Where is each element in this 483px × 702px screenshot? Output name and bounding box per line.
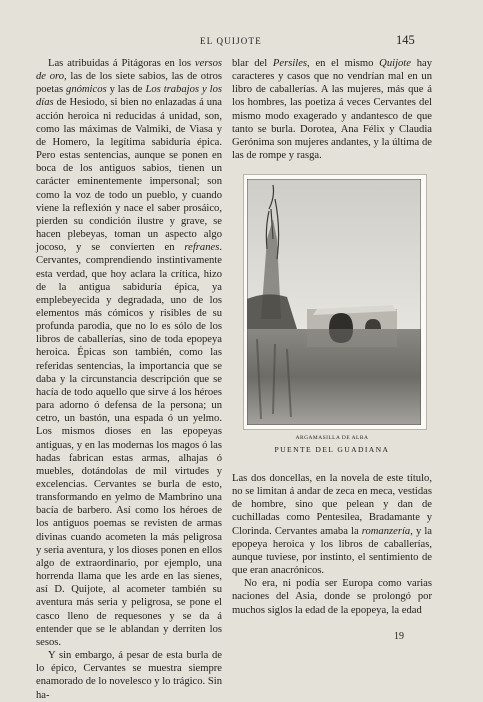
left-column	[36, 57, 222, 702]
paragraph: Y sin embargo, á pesar de esta burla de lo épico, Cervantes se muestra siempre enamorado de lo novelesco y lo trágico. Sin ha-	[36, 650, 222, 701]
paragraph: Las atribuidas á Pitágoras en los versos de oro, las de los siete sabios, las de otros poetas gnómicos y las de Los trabajos y los días de Hesiodo, si bien no enlazadas á una acción heroica ni reducidas á unidad, son, como las máximas de Valmiki, de Viasa y de Homero, la legítima sabiduría épica. Pero estas sentencias, aunque se ponen en boca de los antiguos sabios, tienen un carácter eminentemente impersonal; son como la voz de todo un pueblo, y cuando viene la reflexión y nace el saber prosáico, pierden su condición ilustre y grave, se hacen plebeyas, toman un aspecto algo jocoso, y se convierten en refranes. Cervantes, comprendiendo instintivamente esta verdad, que hoy aclara la crítica, hizo de la antigua sabiduría épica, ya emplebeyecida y degradada, uno de los elementos más cómicos y risibles de su profunda parodia, que no lo es sólo de los libros de caballerías, sino de toda epopeya heroica. Épicas son también, como las referidas sentencias, la importancia que se daba y la circunstancia descripción que se hacía de todo aquello que sirve á los héroes para adorno ó defensa de la persona; un cetro, un bastón, una espada ó un yelmo. Los mismos dioses en las epopeyas antiguas, y en las modernas los magos ó las hadas fabrican estas armas, alhajas ó muebles, dotándolas de mil virtudes y excelencias. Cervantes se burla de esto, transformando en yelmo de Mambrino una bacía de barbero. Así como los héroes de los antiguos poemas se revisten de armas divinas cuando acometen la más peligrosa y seria aventura, y los dioses ponen en ellos algo de extraordinario, por ejemplo, una horrenda llama que les arde en las sienes, así D. Quijote, al acometer también su aventura más seria y peligrosa, se pone el casco lleno de requesones y se da á entender que se le ablandan y derriten los sesos.	[36, 58, 222, 648]
paragraph: No era, ni podía ser Europa como varias naciones del Asia, donde se prolongó por muchos siglos la edad de la epopeya, la edad	[232, 578, 432, 616]
figure-caption-place: ARGAMASILLA DE ALBA	[295, 435, 369, 441]
page-number: 145	[396, 33, 415, 47]
bridge-photograph	[247, 179, 421, 425]
running-header: EL QUIJOTE	[200, 36, 262, 46]
right-column-top	[232, 57, 432, 162]
printer-signature: 19	[394, 631, 404, 642]
right-column-bottom	[232, 472, 432, 617]
figure-caption-title: PUENTE DEL GUADIANA	[274, 445, 390, 454]
paragraph: Las dos doncellas, en la novela de este título, no se limitan á andar de zeca en meca, vestidas de hombre, sino que pelean y dan de cuchilladas como Pentesilea, Bradamante y Clorinda. Cervantes amaba la romanzería, y la epopeya heroica y los libros de caballerías, aunque tuviese, por instinto, el sentimiento de que eran anacrónicos.	[232, 473, 432, 577]
paragraph: blar del Persiles, en el mismo Quijote hay caracteres y casos que no vendrían mal en un libro de caballerías. A las mujeres, más que á los hombres, las poetiza á veces Cervantes del mismo modo exagerado y andantesco de que tanto se burla. Dorotea, Ana Félix y Claudia Gerónima son mujeres andantes, y la última de las de rompe y rasga.	[232, 58, 432, 162]
